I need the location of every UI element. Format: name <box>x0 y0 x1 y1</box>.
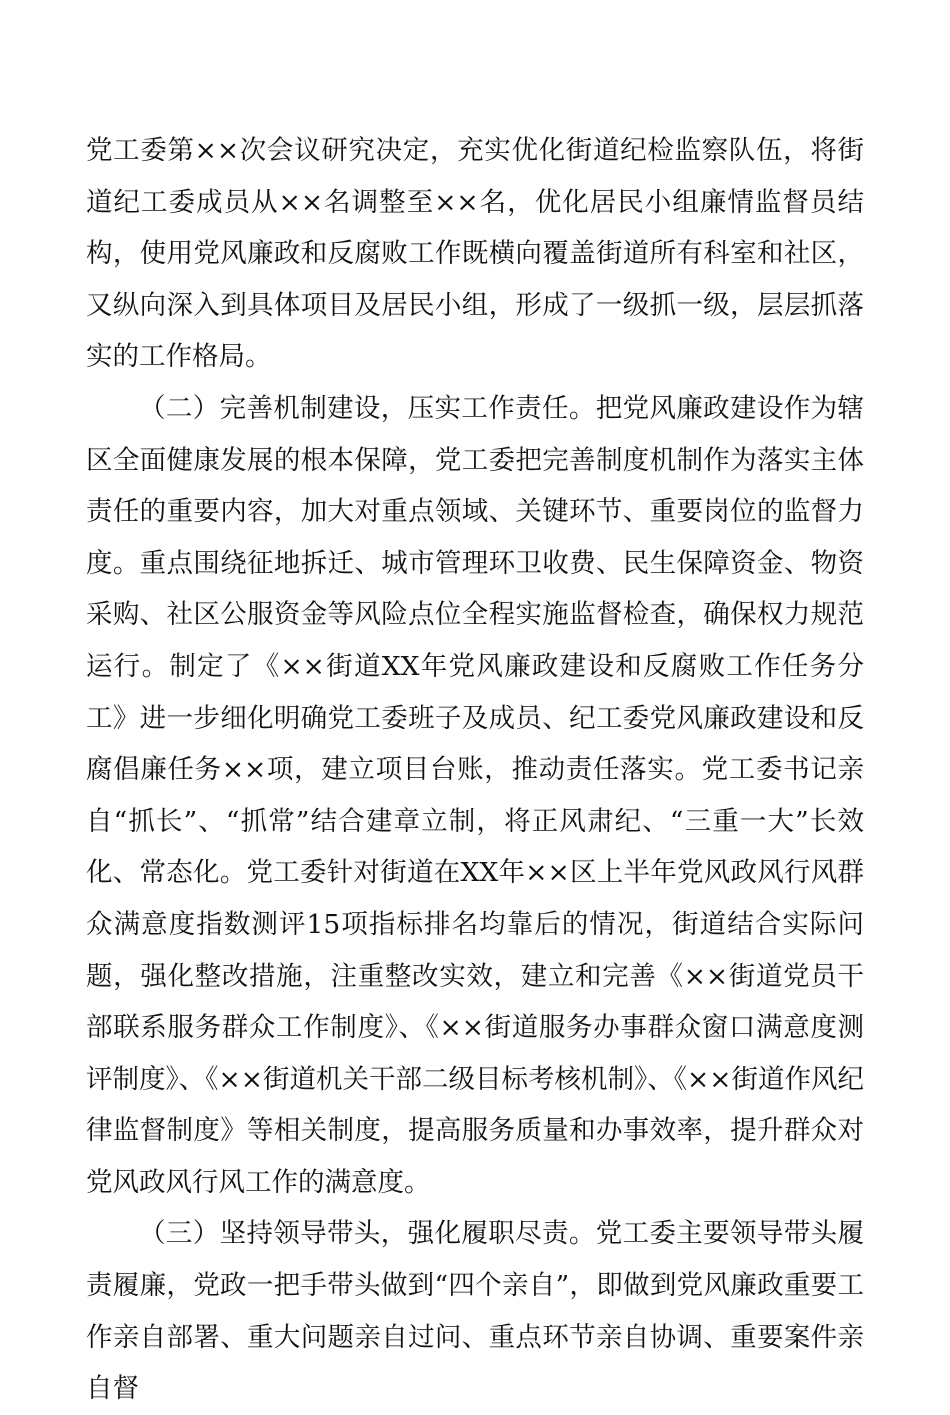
paragraph-leadership: （三）坚持领导带头，强化履职尽责。党工委主要领导带头履责履廉，党政一把手带头做到“四个亲自”，即做到党风廉政重要工作亲自部署、重大问题亲自过问、重点环节亲自协调、重要案件亲自督 <box>86 1218 864 1405</box>
paragraph-mechanism-building: （二）完善机制建设，压实工作责任。把党风廉政建设作为辖区全面健康发展的根本保障，党工委把完善制度机制作为落实主体责任的重要内容，加大对重点领域、关键环节、重要岗位的监督力度。重点围绕征地拆迁、城市管理环卫收费、民生保障资金、物资采购、社区公服资金等风险点位全程实施监督检查，确保权力规范运行。制定了《××街道XX年党风廉政建设和反腐败工作任务分工》进一步细化明确党工委班子及成员、纪工委党风廉政建设和反腐倡廉任务××项，建立项目台账，推动责任落实。党工委书记亲自“抓长”、“抓常”结合建章立制，将正风肃纪、“三重一大”长效化、常态化。党工委针对街道在XX年××区上半年党风政风行风群众满意度指数测评15项指标排名均靠后的情况，街道结合实际问题，强化整改措施，注重整改实效，建立和完善《××街道党员干部联系服务群众工作制度》、《××街道服务办事群众窗口满意度测评制度》、《××街道机关干部二级目标考核机制》、《××街道作风纪律监督制度》等相关制度，提高服务质量和办事效率，提升群众对党风政风行风工作的满意度。 <box>86 392 864 1198</box>
paragraph-continuation: 党工委第××次会议研究决定，充实优化街道纪检监察队伍，将街道纪工委成员从××名调整至××名，优化居民小组廉情监督员结构，使用党风廉政和反腐败工作既横向覆盖街道所有科室和社区，又纵向深入到具体项目及居民小组，形成了一级抓一级，层层抓落实的工作格局。 <box>86 135 864 373</box>
document-body <box>86 125 864 1415</box>
